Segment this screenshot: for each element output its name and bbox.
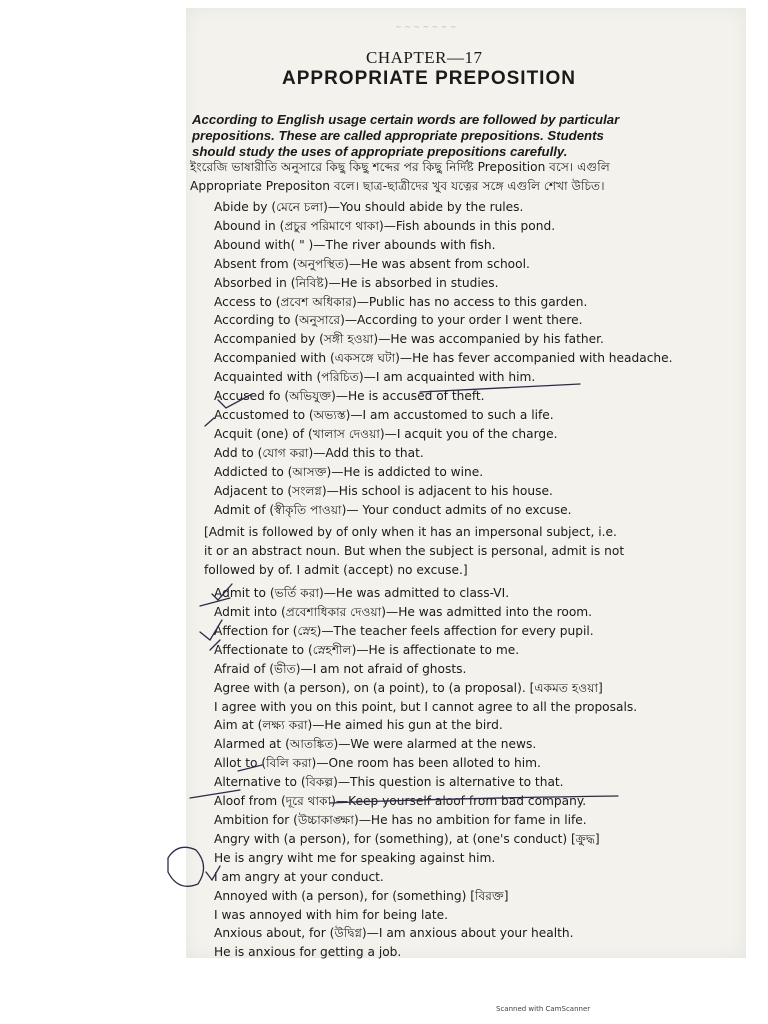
list-item: Angry with (a person), for (something), at (one's conduct) [ক্রুদ্ধ] — [214, 831, 600, 846]
list-item: Affectionate to (স্নেহশীল)—He is affectionate to me. — [214, 642, 520, 657]
list-item: Affection for (স্নেহ)—The teacher feels affection for every pupil. — [214, 623, 594, 638]
list-item: Add to (যোগ করা)—Add this to that. — [214, 445, 424, 460]
page-title: APPROPRIATE PREPOSITION — [282, 68, 576, 89]
list-item: Acquainted with (পরিচিত)—I am acquainted with him. — [214, 370, 536, 385]
scanner-watermark: Scanned with CamScanner — [496, 1005, 591, 1013]
list-item: Annoyed with (a person), for (something) [বিরক্ত] — [214, 888, 509, 903]
list-item: He is angry wiht me for speaking against him. — [214, 850, 496, 865]
usage-note: [Admit is followed by of only when it has an impersonal subject, i.e. it or an abstract noun. But when the subject is personal, admit is not followed by of. I admit (accept) no excuse.] — [204, 525, 625, 578]
list-item: Adjacent to (সংলগ্ন)—His school is adjacent to his house. — [214, 483, 553, 498]
list-item: Allot to (বিলি করা)—One room has been alloted to him. — [214, 756, 541, 771]
list-item: Admit of (স্বীকৃতি পাওয়া)— Your conduct admits of no excuse. — [214, 502, 572, 517]
list-item: Absent from (অনুপস্থিত)—He was absent from school. — [214, 256, 530, 271]
bleed-through-text: ~ ~ ~ ~ ~ ~ ~ — [396, 22, 457, 32]
list-item: Acquit (one) of (খালাস দেওয়া)—I acquit you of the charge. — [214, 426, 558, 441]
list-item: I am angry at your conduct. — [214, 869, 384, 884]
book-page — [186, 8, 746, 958]
list-item: According to (অনুসারে)—According to your order I went there. — [214, 313, 583, 328]
list-item: Admit into (প্রবেশাধিকার দেওয়া)—He was admitted into the room. — [214, 605, 593, 620]
list-item: Agree with (a person), on (a point), to (a proposal). [একমত হওয়া] — [214, 680, 603, 695]
list-item: Access to (প্রবেশ অধিকার)—Public has no access to this garden. — [214, 294, 588, 309]
list-item: I agree with you on this point, but I cannot agree to all the proposals. — [214, 699, 638, 714]
list-item: Accompanied by (সঙ্গী হওয়া)—He was accompanied by his father. — [214, 332, 604, 347]
list-item: I was annoyed with him for being late. — [214, 907, 449, 922]
bengali-intro: ইংরেজি ভাষারীতি অনুসারে কিছু কিছু শব্দের পর কিছু নির্দিষ্ট Preposition বসে। এগুলি Appropriate Prepositon বলে। ছাত্র-ছাত্রীদের খুব যত্নের সঙ্গে এগুলি শেখা উচিত। — [190, 160, 610, 193]
list-item: Addicted to (আসক্ত)—He is addicted to wine. — [214, 464, 484, 479]
list-item: Abide by (মেনে চলা)—You should abide by the rules. — [214, 200, 524, 214]
list-item: Afraid of (ভীত)—I am not afraid of ghosts. — [214, 661, 467, 676]
list-item: Absorbed in (নিবিষ্ট)—He is absorbed in studies. — [214, 275, 499, 290]
intro-paragraph: According to English usage certain words are followed by particular prepositions. These are called appropriate prepositions. Students should study the uses of appropriate prepositions carefully. — [192, 112, 620, 159]
list-item: Ambition for (উচ্চাকাঙ্ক্ষা)—He has no ambition for fame in life. — [214, 813, 587, 827]
list-item: Anxious about, for (উদ্বিগ্ন)—I am anxious about your health. — [214, 926, 574, 941]
list-item: Abound in (প্রচুর পরিমাণে থাকা)—Fish abounds in this pond. — [214, 218, 556, 233]
list-item: He is anxious for getting a job. — [214, 945, 402, 960]
list-item: Aim at (লক্ষ্য করা)—He aimed his gun at the bird. — [214, 718, 503, 733]
list-item: Admit to (ভর্তি করা)—He was admitted to class-VI. — [214, 586, 510, 601]
list-item: Accompanied with (একসঙ্গে ঘটা)—He has fever accompanied with headache. — [214, 351, 673, 366]
list-item: Alternative to (বিকল্প)—This question is alternative to that. — [214, 775, 564, 790]
list-item: Alarmed at (আতঙ্কিত)—We were alarmed at the news. — [214, 737, 537, 752]
list-item: Accustomed to (অভ্যস্ত)—I am accustomed to such a life. — [214, 407, 554, 422]
list-item: Abound with( " )—The river abounds with fish. — [214, 237, 496, 252]
list-item: Aloof from (দূরে থাকা)—Keep yourself aloof from bad company. — [214, 794, 587, 809]
chapter-heading: CHAPTER—17 — [366, 48, 483, 67]
list-item: Accused fo (অভিযুক্ত)—He is accused of theft. — [214, 389, 485, 404]
preposition-list — [204, 198, 744, 962]
